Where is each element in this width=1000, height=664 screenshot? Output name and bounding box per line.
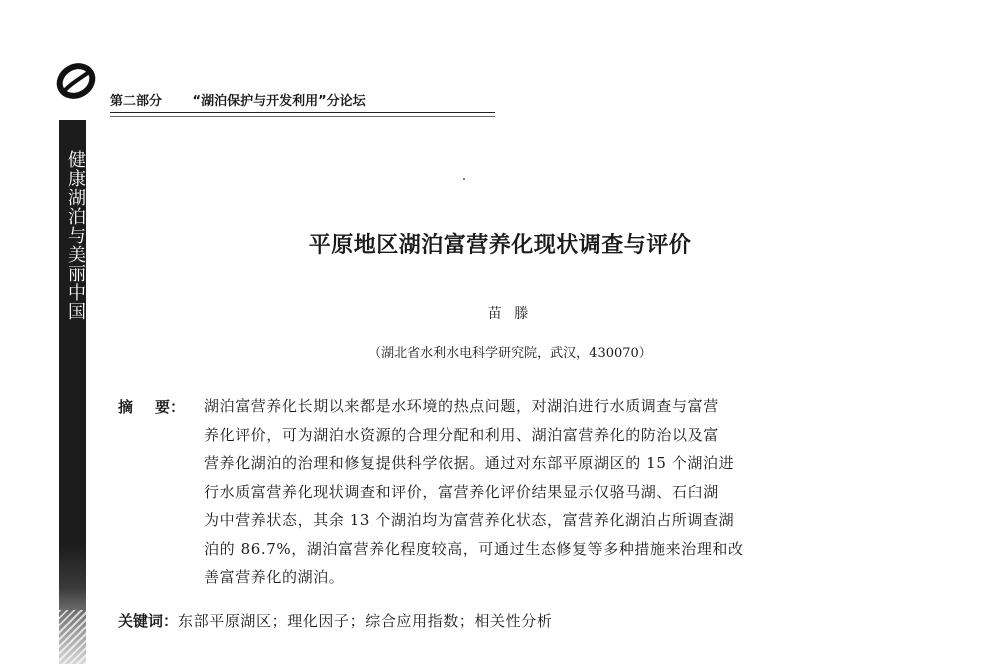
abstract-line: 为中营养状态，其余 13 个湖泊均为富营养化状态，富营养化湖泊占所调查湖: [204, 511, 735, 529]
journal-logo-icon: [55, 60, 97, 102]
header-rule-thin: [110, 116, 495, 117]
abstract-line: 泊的 86.7%，湖泊富营养化程度较高，可通过生态修复等多种措施来治理和改: [204, 539, 744, 558]
affiliation: （湖北省水利水电科学研究院，武汉，430070）: [368, 346, 652, 361]
forum-name: “湖泊保护与开发利用”分论坛: [192, 94, 366, 109]
section-header: [110, 90, 495, 109]
keywords-value: 东部平原湖区；理化因子；综合应用指数；相关性分析: [178, 612, 553, 630]
abstract-line: 湖泊富营养化长期以来都是水环境的热点问题，对湖泊进行水质调查与富营: [204, 397, 719, 415]
abstract-line: 营养化湖泊的治理和修复提供科学依据。通过对东部平原湖区的 15 个湖泊进: [204, 454, 735, 472]
abstract-label: [118, 396, 185, 417]
abstract-line: 养化评价，可为湖泊水资源的合理分配和利用、湖泊富营养化的防治以及富: [204, 425, 719, 444]
abstract-body: [204, 396, 894, 596]
author: 苗 滕: [487, 306, 533, 322]
paper-title: 平原地区湖泊富营养化现状调查与评价: [308, 233, 692, 258]
sidebar-pattern: [59, 610, 86, 664]
header-rule: [110, 112, 495, 113]
speck: [463, 178, 465, 180]
sidebar: [59, 120, 86, 664]
sidebar-title: 健康湖泊与美丽中国: [65, 150, 86, 321]
abstract-line: 善富营养化的湖泊。: [204, 568, 345, 586]
abstract-label-second: 要：: [155, 398, 186, 416]
keywords: [118, 610, 552, 631]
abstract-line: 行水质富营养化现状调查和评价，富营养化评价结果显示仅骆马湖、石臼湖: [204, 482, 719, 501]
abstract-label-first: 摘: [118, 398, 134, 416]
section-part: 第二部分: [110, 94, 163, 109]
keywords-label: 关键词：: [118, 612, 179, 630]
